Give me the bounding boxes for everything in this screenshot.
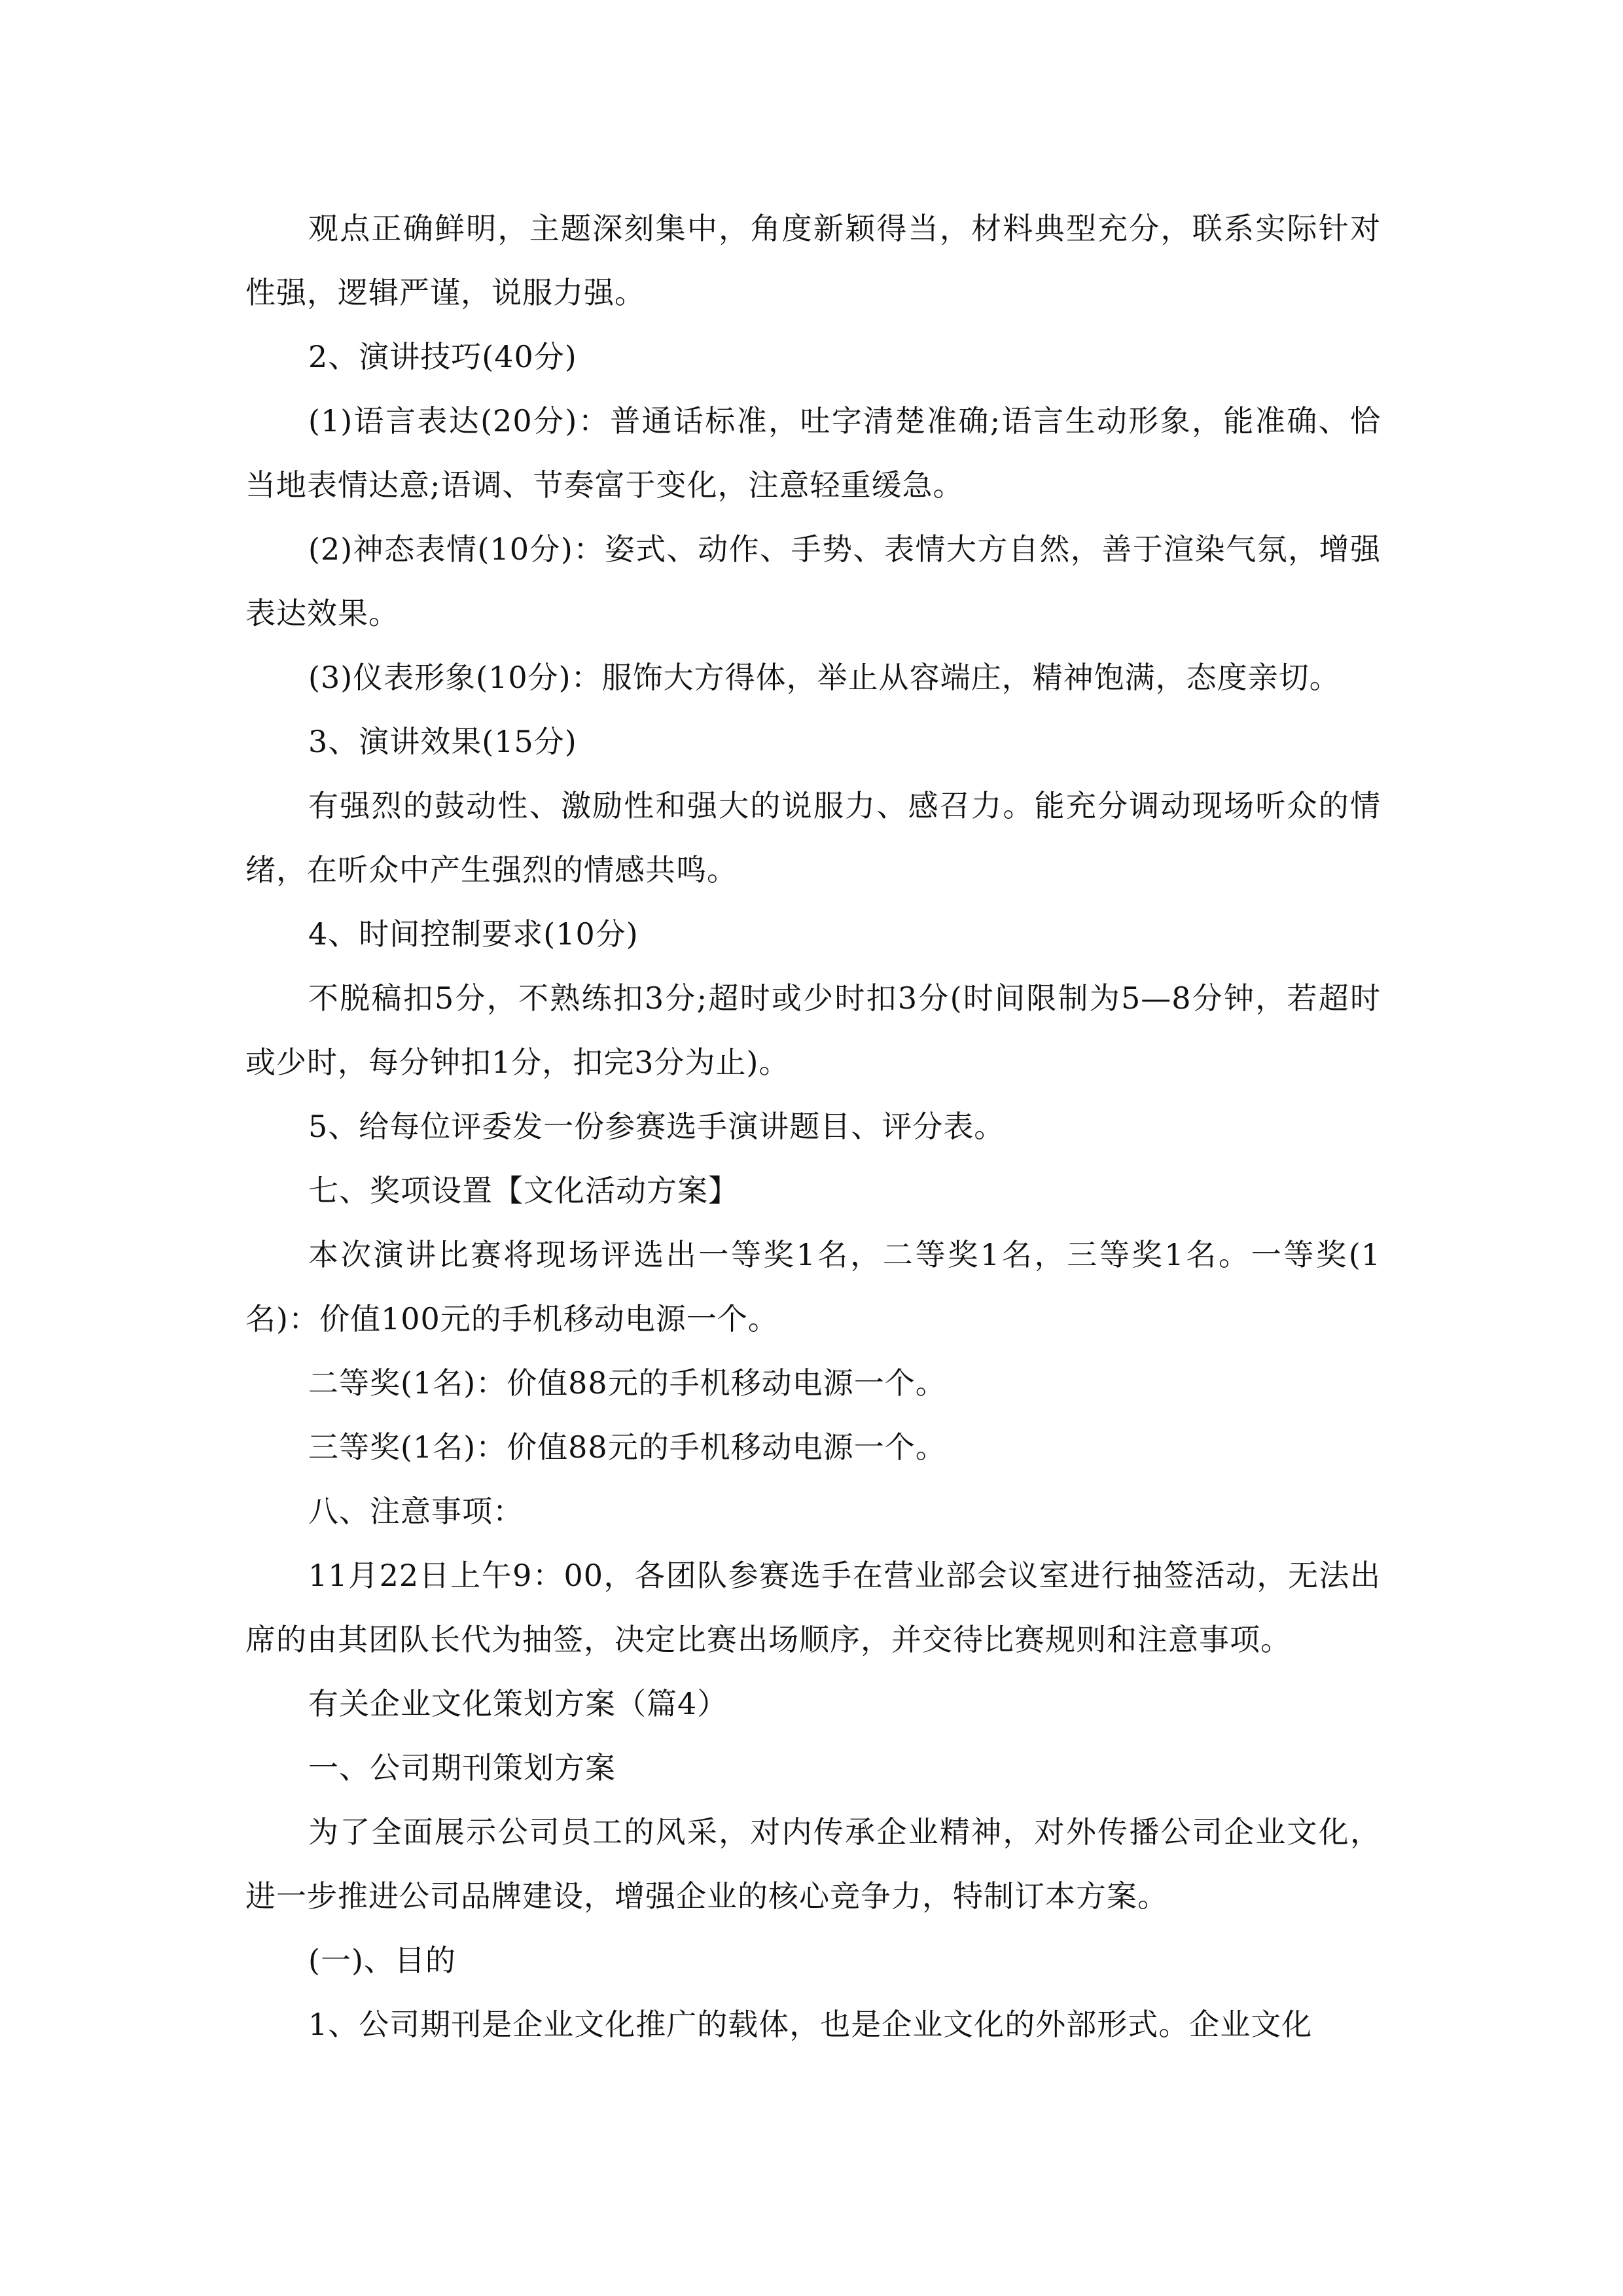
paragraph-language-expression: (1)语言表达(20分)：普通话标准，吐字清楚准确;语言生动形象，能准确、恰当地表情达意;语调、节奏富于变化，注意轻重缓急。	[245, 403, 1381, 503]
paragraph-viewpoint-criteria: 观点正确鲜明，主题深刻集中，角度新颖得当，材料典型充分，联系实际针对性强，逻辑严谨，说服力强。	[245, 211, 1381, 310]
heading-periodical-plan: 一、公司期刊策划方案	[308, 1750, 616, 1785]
heading-speech-skills: 2、演讲技巧(40分)	[308, 339, 577, 374]
paragraph-draw-lots: 11月22日上午9：00，各团队参赛选手在营业部会议室进行抽签活动，无法出席的由其团队长代为抽签，决定比赛出场顺序，并交待比赛规则和注意事项。	[245, 1558, 1381, 1657]
paragraph-appearance: (3)仪表形象(10分)：服饰大方得体，举止从容端庄，精神饱满，态度亲切。	[308, 660, 1340, 695]
heading-notes: 八、注意事项：	[308, 1494, 524, 1529]
section-title-plan-4: 有关企业文化策划方案（篇4）	[308, 1686, 728, 1721]
paragraph-time-deductions: 不脱稿扣5分，不熟练扣3分;超时或少时扣3分(时间限制为5—8分钟，若超时或少时，每分钟扣1分，扣完3分为止)。	[245, 980, 1381, 1080]
paragraph-effect-detail: 有强烈的鼓动性、激励性和强大的说服力、感召力。能充分调动现场听众的情绪，在听众中产生强烈的情感共鸣。	[245, 788, 1381, 888]
paragraph-plan-intro: 为了全面展示公司员工的风采，对内传承企业精神，对外传播公司企业文化，进一步推进公司品牌建设，增强企业的核心竞争力，特制订本方案。	[245, 1814, 1381, 1914]
heading-purpose: (一)、目的	[308, 1943, 456, 1978]
heading-awards: 七、奖项设置【文化活动方案】	[308, 1173, 739, 1208]
heading-speech-effect: 3、演讲效果(15分)	[308, 724, 577, 759]
paragraph-judge-forms: 5、给每位评委发一份参赛选手演讲题目、评分表。	[308, 1109, 1005, 1144]
paragraph-periodical-carrier: 1、公司期刊是企业文化推广的载体，也是企业文化的外部形式。企业文化	[308, 2007, 1313, 2042]
paragraph-third-prize: 三等奖(1名)：价值88元的手机移动电源一个。	[308, 1429, 946, 1465]
document-body	[245, 196, 1381, 2056]
paragraph-demeanor: (2)神态表情(10分)：姿式、动作、手势、表情大方自然，善于渲染气氛，增强表达效果。	[245, 531, 1381, 631]
paragraph-first-prize: 本次演讲比赛将现场评选出一等奖1名，二等奖1名，三等奖1名。一等奖(1名)：价值100元的手机移动电源一个。	[245, 1237, 1381, 1336]
paragraph-second-prize: 二等奖(1名)：价值88元的手机移动电源一个。	[308, 1365, 946, 1401]
heading-time-control: 4、时间控制要求(10分)	[308, 916, 639, 952]
